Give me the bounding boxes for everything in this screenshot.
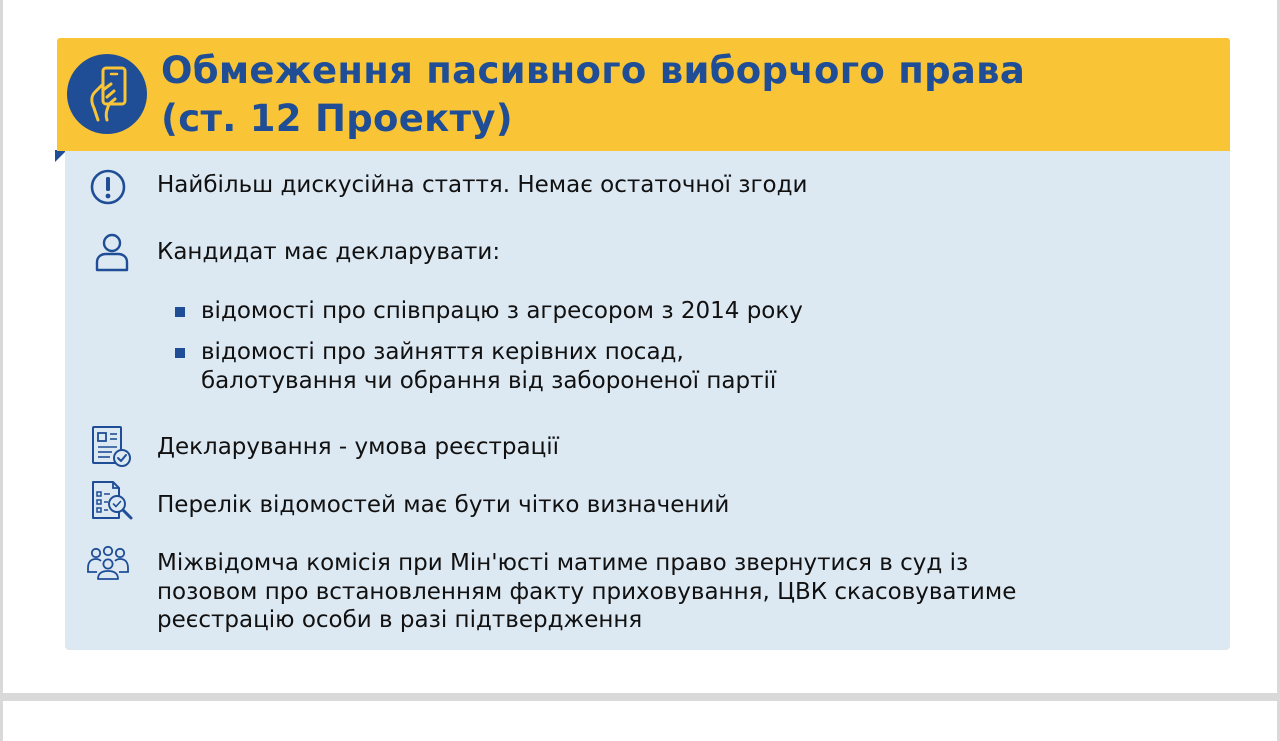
- hand-holding-card-icon: [67, 54, 147, 134]
- item-text-commission-line-1: Міжвідомча комісія при Мін'юсті матиме право звернутися в суд із: [157, 550, 969, 576]
- slide-header: [57, 38, 1230, 151]
- item-text-commission-line-2: позовом про встановленням факту приховування, ЦВК скасовуватиме: [157, 579, 1017, 605]
- document-check-icon: [90, 424, 134, 470]
- slide: [3, 0, 1277, 693]
- item-text-list-defined: Перелік відомостей має бути чітко визначений: [157, 492, 730, 518]
- person-icon: [93, 232, 131, 274]
- subitem-cooperation: відомості про співпрацю з агресором з 2014 року: [201, 298, 803, 324]
- item-text-discussion: Найбільш дискусійна стаття. Немає остаточної згоди: [157, 172, 808, 198]
- title-line-1: Обмеження пасивного виборчого права: [161, 49, 1026, 92]
- item-text-candidate: Кандидат має декларувати:: [157, 239, 501, 265]
- group-people-icon: [85, 544, 131, 582]
- subitem-positions-line-2: балотування чи обрання від забороненої партії: [201, 368, 777, 394]
- subitem-positions-line-1: відомості про зайняття керівних посад,: [201, 339, 684, 365]
- item-text-registration: Декларування - умова реєстрації: [157, 434, 560, 460]
- document-search-icon: [90, 479, 136, 523]
- title-line-2: (ст. 12 Проекту): [161, 97, 513, 140]
- exclamation-circle-icon: [89, 168, 127, 206]
- content-panel: [65, 151, 1230, 650]
- bullet-marker: [175, 348, 185, 358]
- next-slide-edge: [3, 701, 1277, 741]
- item-text-commission-line-3: реєстрацію особи в разі підтвердження: [157, 607, 643, 633]
- bullet-marker: [175, 307, 185, 317]
- slide-title: [161, 47, 1025, 143]
